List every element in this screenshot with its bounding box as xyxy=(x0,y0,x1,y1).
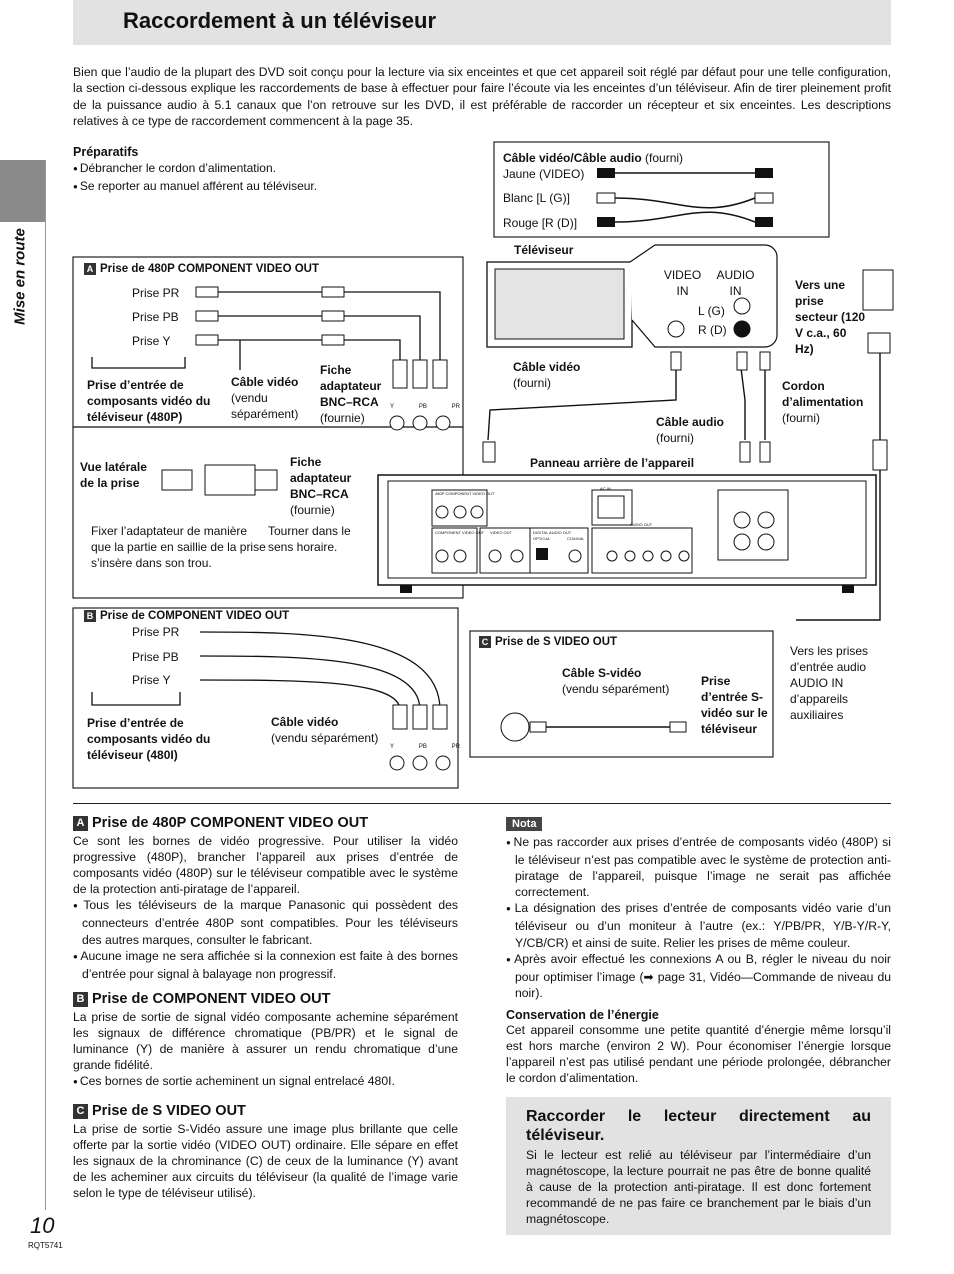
box-a-jack-pr: Prise PR xyxy=(132,286,180,300)
panel-ac-in: AC IN xyxy=(600,486,611,491)
box-a-jack-pb: Prise PB xyxy=(132,310,179,324)
box-a-y: Y xyxy=(390,404,395,410)
nota-bullet: ● Après avoir effectué les connexions A ou B, régler le niveau du noir pour optimiser l’image (➡ page 31, Vidéo—Commande de niveau du noir). xyxy=(506,951,891,1001)
box-b-jack-pr: Prise PR xyxy=(132,625,180,639)
cable-video-label xyxy=(513,359,580,391)
box-c-cable-bold: Câble S-vidéo xyxy=(562,666,642,680)
box-b-pb: PB xyxy=(418,744,427,750)
panel-comp: COMPONENT VIDEO OUT xyxy=(435,530,485,535)
section-a-text: Ce sont les bornes de vidéo progressive. Pour utiliser la vidéo progressive (480P), brancher l’appareil aux prises d’entrée de composants vidéo (480P) sur le téléviseur compatible avec le système de la protection anti-piratage de l’appareil. xyxy=(73,834,458,897)
section-c xyxy=(73,1103,458,1201)
power-cord-label xyxy=(782,378,872,426)
box-a-badge: A xyxy=(84,263,96,275)
cable-video-bold: Câble vidéo xyxy=(513,360,581,374)
section-a xyxy=(73,815,458,982)
panel-label: Panneau arrière de l’appareil xyxy=(530,456,695,470)
panel-coaxial: COAXIAL xyxy=(567,536,585,541)
panel-digital: DIGITAL AUDIO OUT xyxy=(533,530,572,535)
box-a-turn-note: Tourner dans le sens horaire. xyxy=(268,524,351,554)
box-a-title xyxy=(84,263,319,275)
section-b-text: La prise de sortie de signal vidéo composante achemine séparément les signaux de différence chromatique (PB/PR) et le signal de luminance (Y) de manière à assurer un rendu chromatique d’une grande fidélité. xyxy=(73,1010,458,1073)
box-a-adapter-bold: Fiche adaptateur BNC–RCA xyxy=(320,363,382,409)
preparatifs-item: ● Se reporter au manuel afférent au téléviseur. xyxy=(73,178,413,196)
box-b-y: Y xyxy=(390,744,395,750)
box-b-jack-pb: Prise PB xyxy=(132,650,179,664)
section-b-heading-text: Prise de COMPONENT VIDEO OUT xyxy=(92,991,331,1007)
section-a-bullet: ● Tous les téléviseurs de la marque Panasonic qui possèdent des connecteurs d’entrée 480P sont compatibles. Pour les téléviseurs des autres marques, consulter le fabricant. xyxy=(73,897,458,947)
cable-row-white: Blanc [L (G)] xyxy=(503,191,570,205)
box-b-cable-rest: (vendu séparément) xyxy=(271,731,379,745)
box-b-tv-input: Prise d’entrée de composants vidéo du téléviseur (480I) xyxy=(87,716,211,762)
cable-audio-label xyxy=(656,414,724,446)
preparatifs-heading: Préparatifs xyxy=(73,145,139,159)
cable-box-title xyxy=(503,150,683,166)
box-b-badge: B xyxy=(84,610,96,622)
box-a-adapter xyxy=(320,362,390,426)
box-a-adapter2-rest: (fournie) xyxy=(290,503,335,517)
box-a-cable-bold: Câble vidéo xyxy=(231,375,299,389)
cable-row-yellow: Jaune (VIDEO) xyxy=(503,167,585,181)
panel-comp480: 480P COMPONENT VIDEO OUT xyxy=(435,491,495,496)
final-text: Si le lecteur est relié au téléviseur par l’intermédiaire d’un magnétoscope, la lecture pourrait ne pas être de bonne qualité à cause de la protection anti-piratage. Il est donc fortement recommandé de ne pas faire ce branchement par le biais d’un magnétoscope. xyxy=(526,1148,871,1227)
box-b-cable-bold: Câble vidéo xyxy=(271,715,339,729)
power-cord-rest: (fourni) xyxy=(782,411,821,425)
box-c-title-text: Prise de S VIDEO OUT xyxy=(495,636,618,649)
cable-box-title-bold: Câble vidéo/Câble audio xyxy=(503,151,642,165)
tv-label: Téléviseur xyxy=(514,243,574,257)
nota-bullet: ● La désignation des prises d’entrée de composants vidéo varie d’un téléviseur ou d’un moniteur à l’autre (ex.: Y/PB/PR, Y/B-Y/R-Y, Y/CB/CR) et ainsi de suite. Relier les prises de même couleur. xyxy=(506,900,891,950)
box-c-cable-rest: (vendu séparément) xyxy=(562,682,670,696)
box-c-cable xyxy=(562,665,692,697)
tv-r: R (D) xyxy=(698,323,727,337)
side-label: Mise en route xyxy=(11,228,29,325)
section-divider xyxy=(73,803,891,804)
tv-audio-in: AUDIO IN xyxy=(716,268,755,298)
box-a-title-text: Prise de 480P COMPONENT VIDEO OUT xyxy=(100,263,319,276)
box-b-pr: PR xyxy=(451,744,460,750)
box-b-ypbpr xyxy=(390,744,460,750)
box-a-adapter2 xyxy=(290,454,370,518)
box-a-ypbpr xyxy=(390,404,460,410)
box-a-jack-y: Prise Y xyxy=(132,334,171,348)
panel-optical: OPTICAL xyxy=(533,536,551,541)
cable-audio-bold: Câble audio xyxy=(656,415,725,429)
section-b-bullet: ● Ces bornes de sortie acheminent un signal entrelacé 480I. xyxy=(73,1073,458,1091)
final-heading: Raccorder le lecteur directement au téléviseur. xyxy=(526,1108,871,1144)
box-b-title-text: Prise de COMPONENT VIDEO OUT xyxy=(100,610,290,623)
aux-label: Vers les prises d’entrée audio AUDIO IN d’appareils auxiliaires xyxy=(790,644,869,722)
cable-video-rest: (fourni) xyxy=(513,376,552,390)
section-b-badge: B xyxy=(73,992,88,1007)
box-a-adapter-rest: (fournie) xyxy=(320,411,365,425)
box-a-pr: PR xyxy=(451,404,460,410)
page-number: 10 xyxy=(30,1213,55,1238)
section-a-heading xyxy=(73,815,458,831)
section-c-text: La prise de sortie S-Vidéo assure une image plus brillante que celle offerte par la sortie vidéo (VIDEO OUT) ordinaire. Elle sépare en effet les signaux de la chrominance (C) de ceux de la luminance (Y) avant de les acheminer aux circuits du téléviseur (la qualité de l’image varie selon le type de téléviseur utilisé). xyxy=(73,1122,458,1201)
box-c-tv-input: Prise d’entrée S-vidéo sur le téléviseur xyxy=(701,674,768,736)
panel-video-out: VIDEO OUT xyxy=(490,530,513,535)
preparatifs-item: ● Débrancher le cordon d’alimentation. xyxy=(73,160,413,178)
box-b-jack-y: Prise Y xyxy=(132,673,171,687)
section-a-badge: A xyxy=(73,816,88,831)
section-b-heading xyxy=(73,991,458,1007)
section-c-badge: C xyxy=(73,1104,88,1119)
box-a-adapter2-bold: Fiche adaptateur BNC–RCA xyxy=(290,455,352,501)
cable-box-title-rest: (fourni) xyxy=(641,151,684,165)
nota-bullet: ● Ne pas raccorder aux prises d’entrée de composants vidéo (480P) si le téléviseur n’est pas compatible avec le système de protection anti-piratage de l’appareil, puisque l’image ne serait pas affichée correctement. xyxy=(506,834,891,900)
page-title: Raccordement à un téléviseur xyxy=(123,8,437,33)
cable-row-red: Rouge [R (D)] xyxy=(503,216,578,230)
box-a-side-view: Vue latérale de la prise xyxy=(80,460,147,490)
energy-heading: Conservation de l’énergie xyxy=(506,1008,659,1022)
box-c-title xyxy=(479,636,617,648)
box-b-title xyxy=(84,610,289,622)
box-a-pb: PB xyxy=(418,404,427,410)
section-c-heading xyxy=(73,1103,458,1119)
nota-list xyxy=(506,834,891,1001)
power-cord-bold: Cordon d’alimentation xyxy=(782,379,864,409)
box-c-badge: C xyxy=(479,636,491,648)
tv-l: L (G) xyxy=(698,304,725,318)
box-a-tv-input: Prise d’entrée de composants vidéo du téléviseur (480P) xyxy=(87,378,211,424)
box-b-cable xyxy=(271,714,391,746)
energy-text: Cet appareil consomme une petite quantité d’énergie même lorsqu’il est hors marche (environ 2 W). Pour économiser l’énergie lorsque l’appareil n’est pas utilisé pendant une période prolongée, débrancher le cordon d’alimentation. xyxy=(506,1023,891,1086)
box-a-fix-note: Fixer l’adaptateur de manière que la partie en saillie de la prise s’insère dans son trou. xyxy=(91,524,266,570)
model-number: RQT5741 xyxy=(28,1241,63,1250)
box-a-cable-rest: (vendu séparément) xyxy=(231,391,299,421)
cable-audio-rest: (fourni) xyxy=(656,431,695,445)
nota-badge: Nota xyxy=(506,817,542,831)
final-box xyxy=(506,1097,891,1235)
panel-audio-out: AUDIO OUT xyxy=(630,522,653,527)
tv-video-in: VIDEO IN xyxy=(663,268,702,298)
energy-section xyxy=(506,1008,891,1086)
section-c-heading-text: Prise de S VIDEO OUT xyxy=(92,1103,246,1119)
section-a-bullet: ● Aucune image ne sera affichée si la connexion est faite à des bornes d’entrée pour signal à balayage non progressif. xyxy=(73,948,458,982)
outlet-label: Vers une prise secteur (120 V c.a., 60 Hz) xyxy=(795,278,866,356)
intro-paragraph: Bien que l’audio de la plupart des DVD soit conçu pour la lecture via six enceintes et que cet appareil soit réglé par défaut pour une telle configuration, la section ci-dessous explique les raccordements de base à effectuer pour faire l’écoute via les enceintes d’un téléviseur. Afin de tirer pleinement profit de la puissance audio à 5.1 canaux que l’on retrouve sur les DVD, il est préférable de raccorder un récepteur et six enceintes. Les descriptions relatives à ce type de raccordement commencent à la page 35. xyxy=(73,65,891,128)
section-b xyxy=(73,991,458,1091)
box-a-cable xyxy=(231,374,311,422)
section-a-heading-text: Prise de 480P COMPONENT VIDEO OUT xyxy=(92,815,369,831)
